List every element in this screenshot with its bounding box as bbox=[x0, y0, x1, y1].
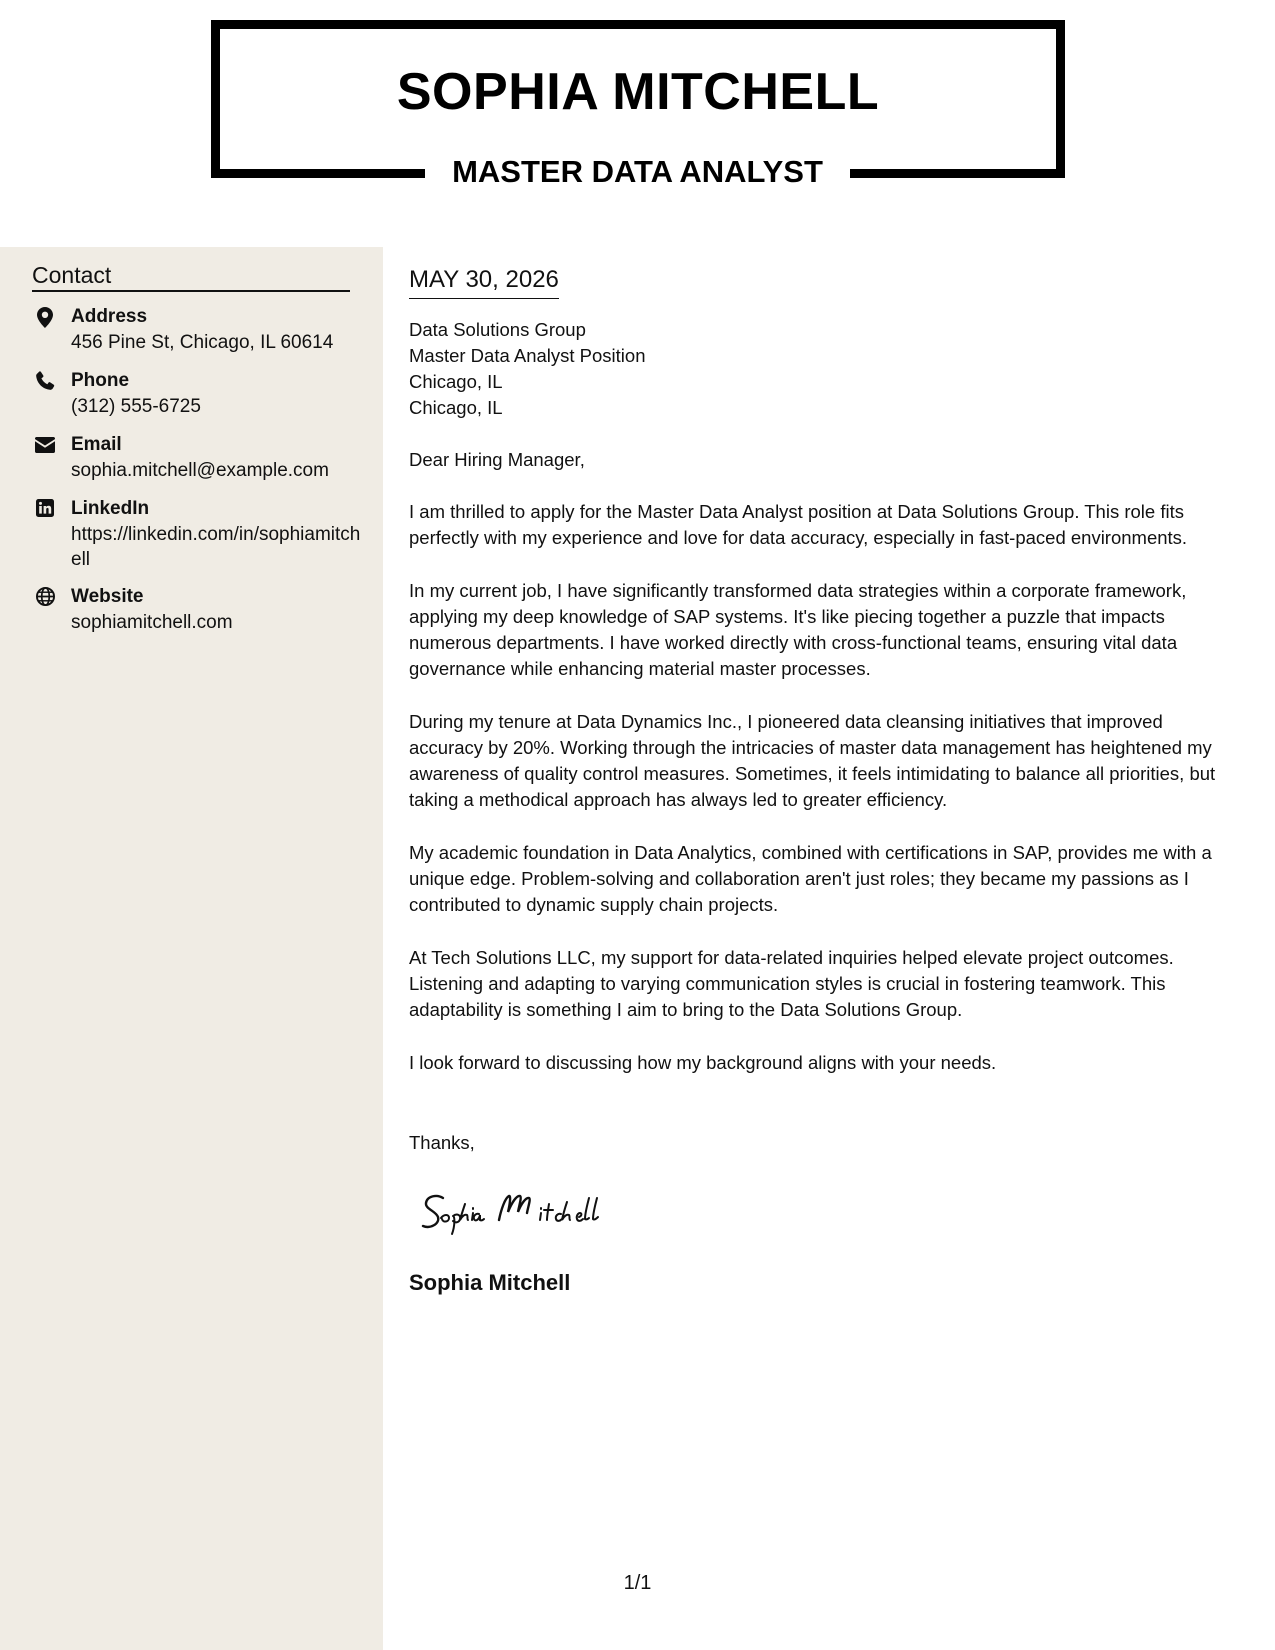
contact-email-label: Email bbox=[71, 434, 122, 455]
recipient-company: Data Solutions Group bbox=[409, 319, 586, 340]
paragraph-5: At Tech Solutions LLC, my support for data-related inquiries helped elevate project outcomes. Listening and adapting to varying communication styles is crucial in fostering teamwork. This adaptability is something I aim to bring to the Data Solutions Group. bbox=[409, 947, 1174, 1020]
recipient-city: Chicago, IL bbox=[409, 371, 503, 392]
contact-phone-label: Phone bbox=[71, 370, 130, 391]
contact-website-label: Website bbox=[71, 586, 144, 607]
paragraph-1: I am thrilled to apply for the Master Data Analyst position at Data Solutions Group. This role fits perfectly with my experience and love for data accuracy, especially in fast-paced environments. bbox=[409, 501, 1188, 548]
envelope-icon bbox=[32, 435, 58, 459]
handwritten-signature bbox=[417, 1186, 1239, 1246]
salutation: Dear Hiring Manager, bbox=[409, 449, 585, 470]
map-pin-icon bbox=[32, 307, 58, 331]
globe-icon bbox=[32, 587, 58, 611]
contact-heading: Contact bbox=[32, 260, 350, 292]
recipient-city-2: Chicago, IL bbox=[409, 397, 503, 418]
page-number: 1/1 bbox=[623, 1572, 652, 1594]
closing: Thanks, bbox=[409, 1132, 475, 1153]
letter-date: MAY 30, 2026 bbox=[409, 262, 559, 299]
contact-linkedin-label: LinkedIn bbox=[71, 498, 150, 519]
signer-name: Sophia Mitchell bbox=[409, 1270, 571, 1295]
contact-email-value[interactable]: sophia.mitchell@example.com bbox=[71, 460, 329, 481]
paragraph-6: I look forward to discussing how my background aligns with your needs. bbox=[409, 1052, 997, 1073]
linkedin-icon bbox=[32, 499, 58, 523]
letter-body bbox=[409, 262, 1239, 1298]
job-title: MASTER DATA ANALYST bbox=[452, 154, 823, 189]
contact-linkedin-value[interactable]: https://linkedin.com/in/sophiamitchell bbox=[71, 524, 361, 570]
contact-address-label: Address bbox=[71, 306, 148, 327]
contact-address-value: 456 Pine St, Chicago, IL 60614 bbox=[71, 332, 334, 353]
phone-icon bbox=[32, 371, 58, 395]
header-frame-bottom-right bbox=[850, 169, 1065, 178]
paragraph-2: In my current job, I have significantly transformed data strategies within a corporate framework, applying my deep knowledge of SAP systems. It's like piecing together a puzzle that impacts numerous departments. I have worked directly with cross-functional teams, ensuring vital data governance while enhancing material master processes. bbox=[409, 580, 1187, 679]
applicant-name: SOPHIA MITCHELL bbox=[396, 63, 880, 121]
recipient-block bbox=[409, 317, 1239, 421]
paragraph-4: My academic foundation in Data Analytics, combined with certifications in SAP, provides me with a unique edge. Problem-solving and collaboration aren't just roles; they became my passions as I contributed to dynamic supply chain projects. bbox=[409, 842, 1212, 915]
header-frame-bottom-left bbox=[211, 169, 425, 178]
contact-website-value[interactable]: sophiamitchell.com bbox=[71, 612, 233, 633]
paragraph-3: During my tenure at Data Dynamics Inc., I pioneered data cleansing initiatives that improved accuracy by 20%. Working through the intricacies of master data management has heightened my awareness of quality control measures. Sometimes, it feels intimidating to balance all priorities, but taking a methodical approach has always led to greater efficiency. bbox=[409, 711, 1216, 810]
recipient-position: Master Data Analyst Position bbox=[409, 345, 646, 366]
contact-phone-value: (312) 555-6725 bbox=[71, 396, 201, 417]
